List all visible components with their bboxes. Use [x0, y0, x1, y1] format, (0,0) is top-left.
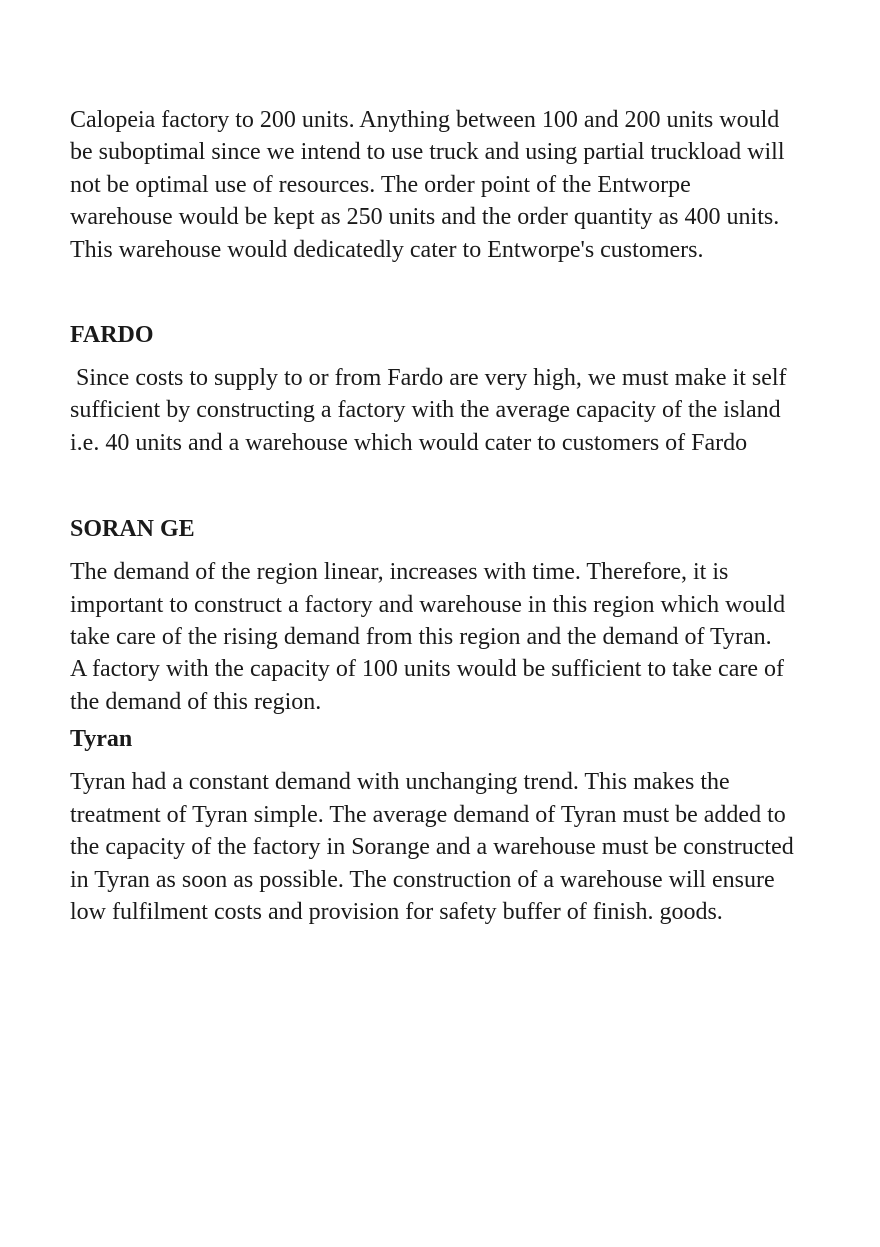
- tyran-paragraph: [70, 766, 860, 928]
- paragraph-line: Calopeia factory to 200 units. Anything between 100 and 200 units would: [70, 107, 780, 133]
- section-heading-sorange: SORAN GE: [70, 516, 195, 543]
- paragraph-line: important to construct a factory and warehouse in this region which would: [70, 591, 786, 618]
- document-page: [70, 104, 860, 928]
- paragraph-line: i.e. 40 units and a warehouse which would cater to customers of Fardo: [70, 429, 748, 456]
- section-heading-tyran: Tyran: [70, 726, 133, 753]
- intro-paragraph: [70, 104, 860, 266]
- paragraph-line: A factory with the capacity of 100 units would be sufficient to take care of: [70, 656, 784, 683]
- section-heading-fardo: FARDO: [70, 322, 154, 349]
- paragraph-line: treatment of Tyran simple. The average demand of Tyran must be added to: [70, 801, 786, 828]
- paragraph-line: Tyran had a constant demand with unchanging trend. This makes the: [70, 769, 730, 796]
- sorange-paragraph: [70, 556, 860, 718]
- paragraph-line: be suboptimal since we intend to use truck and using partial truckload will: [70, 139, 785, 166]
- paragraph-line: low fulfilment costs and provision for safety buffer of finish. goods.: [70, 898, 723, 925]
- paragraph-line: the demand of this region.: [70, 688, 322, 715]
- paragraph-line: not be optimal use of resources. The order point of the Entworpe: [70, 171, 691, 198]
- paragraph-line: the capacity of the factory in Sorange and a warehouse must be constructed: [70, 834, 794, 861]
- paragraph-line: This warehouse would dedicatedly cater to Entworpe's customers.: [70, 236, 704, 263]
- paragraph-line: sufficient by constructing a factory with the average capacity of the island: [70, 397, 781, 424]
- paragraph-line: take care of the rising demand from this region and the demand of Tyran.: [70, 624, 772, 651]
- fardo-paragraph: [70, 362, 860, 459]
- paragraph-line: warehouse would be kept as 250 units and the order quantity as 400 units.: [70, 204, 780, 231]
- paragraph-line: Since costs to supply to or from Fardo are very high, we must make it self: [70, 365, 787, 392]
- paragraph-line: in Tyran as soon as possible. The construction of a warehouse will ensure: [70, 866, 775, 893]
- paragraph-line: The demand of the region linear, increases with time. Therefore, it is: [70, 559, 729, 586]
